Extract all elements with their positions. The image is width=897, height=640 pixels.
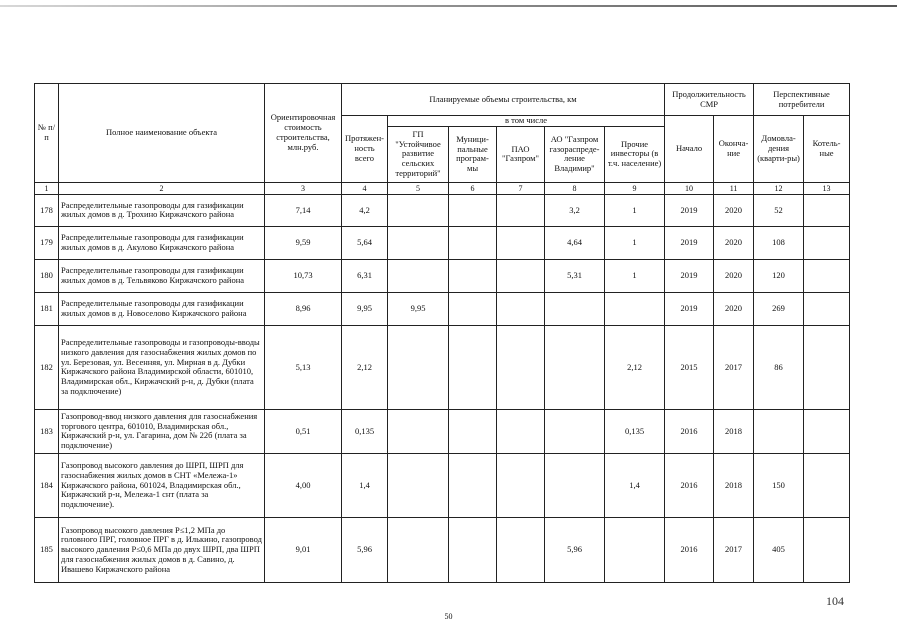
- ao-value: [545, 453, 605, 517]
- other-investors-value: 2,12: [605, 325, 665, 409]
- col-number: 9: [605, 182, 665, 194]
- gp-value: [388, 259, 449, 292]
- table-row: [35, 292, 850, 325]
- column-number-row: [35, 182, 850, 194]
- ao-value: [545, 325, 605, 409]
- cost-value: 8,96: [265, 292, 342, 325]
- construction-table: [34, 83, 850, 583]
- other-investors-value: 1: [605, 194, 665, 226]
- col-number: 4: [342, 182, 388, 194]
- length-total: 2,12: [342, 325, 388, 409]
- object-name: Распределительные газопроводы для газификации жилых домов в д. Тельвяково Киржачского района: [59, 259, 265, 292]
- gp-value: [388, 517, 449, 582]
- ao-value: [545, 409, 605, 453]
- length-total: 5,96: [342, 517, 388, 582]
- col-number: 11: [714, 182, 754, 194]
- header-consumers-group: Перспективные потребители: [754, 84, 850, 116]
- boilers-count: [804, 292, 850, 325]
- length-total: 0,135: [342, 409, 388, 453]
- col-number: 3: [265, 182, 342, 194]
- start-year: 2019: [665, 194, 714, 226]
- length-total: 1,4: [342, 453, 388, 517]
- table-row: [35, 259, 850, 292]
- cost-value: 0,51: [265, 409, 342, 453]
- pao-value: [497, 409, 545, 453]
- end-year: 2018: [714, 453, 754, 517]
- col-number: 6: [449, 182, 497, 194]
- gp-value: [388, 194, 449, 226]
- top-scan-rule: [0, 5, 897, 7]
- row-number: 183: [35, 409, 59, 453]
- munic-value: [449, 194, 497, 226]
- object-name: Распределительные газопроводы для газификации жилых домов в д. Трохино Киржачского района: [59, 194, 265, 226]
- object-name: Газопровод высокого давления до ШРП, ШРП для газоснабжения жилых домов в СНТ «Мележа-1» Киржачского района, 601024, Владимирская обл., Киржачский р-н, Мележа-1 снт (плата за подключение).: [59, 453, 265, 517]
- object-name: Газопровод высокого давления Р≤1,2 МПа до головного ПРГ, головное ПРГ в д. Илькино, газопровод высокого давления Р≤0,6 МПа до двух ШРП, два ШРП для газоснабжения жилых домов в д. Савино, д. Ивашево Киржачского района: [59, 517, 265, 582]
- houses-count: 52: [754, 194, 804, 226]
- houses-count: [754, 409, 804, 453]
- header-name: Полное наименование объекта: [59, 84, 265, 183]
- page-number: 50: [444, 612, 453, 621]
- object-name: Распределительные газопроводы и газопроводы-вводы низкого давления для газоснабжения жилых домов по ул. Березовая, ул. Весенняя, ул. Мирная в д. Дубки Киржачского района Владимирской области, 601010, Владимирская обл., Киржачский р-н, д. Дубки (плата за подключение): [59, 325, 265, 409]
- other-investors-value: 1,4: [605, 453, 665, 517]
- table-row: [35, 409, 850, 453]
- start-year: 2019: [665, 292, 714, 325]
- pao-value: [497, 292, 545, 325]
- archive-page-stamp: 104: [826, 594, 844, 608]
- other-investors-value: 0,135: [605, 409, 665, 453]
- cost-value: 5,13: [265, 325, 342, 409]
- other-investors-value: 1: [605, 226, 665, 259]
- ao-value: 4,64: [545, 226, 605, 259]
- end-year: 2017: [714, 325, 754, 409]
- table-row: [35, 194, 850, 226]
- gp-value: [388, 325, 449, 409]
- object-name: Распределительные газопроводы для газификации жилых домов в д. Акулово Киржачского района: [59, 226, 265, 259]
- start-year: 2019: [665, 259, 714, 292]
- header-other: Прочие инвесторы (в т.ч. население): [605, 126, 665, 182]
- houses-count: 86: [754, 325, 804, 409]
- end-year: 2020: [714, 194, 754, 226]
- table-row: [35, 325, 850, 409]
- munic-value: [449, 325, 497, 409]
- boilers-count: [804, 453, 850, 517]
- row-number: 185: [35, 517, 59, 582]
- start-year: 2016: [665, 409, 714, 453]
- start-year: 2016: [665, 453, 714, 517]
- table-row: [35, 453, 850, 517]
- cost-value: 4,00: [265, 453, 342, 517]
- munic-value: [449, 226, 497, 259]
- pao-value: [497, 325, 545, 409]
- row-number: 180: [35, 259, 59, 292]
- ao-value: 5,96: [545, 517, 605, 582]
- col-number: 13: [804, 182, 850, 194]
- end-year: 2020: [714, 259, 754, 292]
- cost-value: 9,59: [265, 226, 342, 259]
- header-end: Оконча-ние: [714, 116, 754, 183]
- row-number: 184: [35, 453, 59, 517]
- pao-value: [497, 259, 545, 292]
- row-number: 179: [35, 226, 59, 259]
- row-number: 182: [35, 325, 59, 409]
- pao-value: [497, 194, 545, 226]
- table-body: [35, 194, 850, 582]
- munic-value: [449, 517, 497, 582]
- col-number: 2: [59, 182, 265, 194]
- boilers-count: [804, 226, 850, 259]
- munic-value: [449, 292, 497, 325]
- other-investors-value: 1: [605, 259, 665, 292]
- col-number: 7: [497, 182, 545, 194]
- end-year: 2020: [714, 226, 754, 259]
- length-total: 5,64: [342, 226, 388, 259]
- gp-value: [388, 409, 449, 453]
- end-year: 2018: [714, 409, 754, 453]
- col-number: 12: [754, 182, 804, 194]
- end-year: 2020: [714, 292, 754, 325]
- boilers-count: [804, 259, 850, 292]
- pao-value: [497, 453, 545, 517]
- houses-count: 108: [754, 226, 804, 259]
- header-duration-group: Продолжительность СМР: [665, 84, 754, 116]
- pao-value: [497, 226, 545, 259]
- header-including-subgroup: в том числе: [388, 116, 665, 127]
- col-number: 10: [665, 182, 714, 194]
- other-investors-value: [605, 517, 665, 582]
- cost-value: 9,01: [265, 517, 342, 582]
- end-year: 2017: [714, 517, 754, 582]
- header-length: Протяжен-ность всего: [342, 116, 388, 183]
- header-no: № п/п: [35, 84, 59, 183]
- pao-value: [497, 517, 545, 582]
- houses-count: 269: [754, 292, 804, 325]
- header-start: Начало: [665, 116, 714, 183]
- header-cost: Ориентировочная стоимость строительства, млн.руб.: [265, 84, 342, 183]
- header-ao: АО "Газпром газораспреде-ление Владимир": [545, 126, 605, 182]
- object-name: Распределительные газопроводы для газификации жилых домов в д. Новоселово Киржачского района: [59, 292, 265, 325]
- col-number: 8: [545, 182, 605, 194]
- table-row: [35, 226, 850, 259]
- ao-value: [545, 292, 605, 325]
- boilers-count: [804, 325, 850, 409]
- cost-value: 7,14: [265, 194, 342, 226]
- start-year: 2015: [665, 325, 714, 409]
- boilers-count: [804, 409, 850, 453]
- length-total: 6,31: [342, 259, 388, 292]
- munic-value: [449, 259, 497, 292]
- header-gp: ГП "Устойчивое развитие сельских территорий": [388, 126, 449, 182]
- object-name: Газопровод-ввод низкого давления для газоснабжения торгового центра, 601010, Владимирская обл., Киржачский р-н, ул. Гагарина, дом № 22б (плата за подключение): [59, 409, 265, 453]
- header-houses: Домовла-дения (кварти-ры): [754, 116, 804, 183]
- header-volumes-group: Планируемые объемы строительства, км: [342, 84, 665, 116]
- ao-value: 3,2: [545, 194, 605, 226]
- row-number: 178: [35, 194, 59, 226]
- houses-count: 120: [754, 259, 804, 292]
- row-number: 181: [35, 292, 59, 325]
- boilers-count: [804, 194, 850, 226]
- houses-count: 405: [754, 517, 804, 582]
- start-year: 2016: [665, 517, 714, 582]
- col-number: 5: [388, 182, 449, 194]
- gp-value: [388, 453, 449, 517]
- table-header: [35, 84, 850, 195]
- length-total: 4,2: [342, 194, 388, 226]
- table-row: [35, 517, 850, 582]
- start-year: 2019: [665, 226, 714, 259]
- munic-value: [449, 453, 497, 517]
- other-investors-value: [605, 292, 665, 325]
- col-number: 1: [35, 182, 59, 194]
- houses-count: 150: [754, 453, 804, 517]
- header-boilers: Котель-ные: [804, 116, 850, 183]
- munic-value: [449, 409, 497, 453]
- cost-value: 10,73: [265, 259, 342, 292]
- gp-value: 9,95: [388, 292, 449, 325]
- gp-value: [388, 226, 449, 259]
- header-munic: Муници-пальные програм-мы: [449, 126, 497, 182]
- ao-value: 5,31: [545, 259, 605, 292]
- length-total: 9,95: [342, 292, 388, 325]
- boilers-count: [804, 517, 850, 582]
- header-pao: ПАО "Газпром": [497, 126, 545, 182]
